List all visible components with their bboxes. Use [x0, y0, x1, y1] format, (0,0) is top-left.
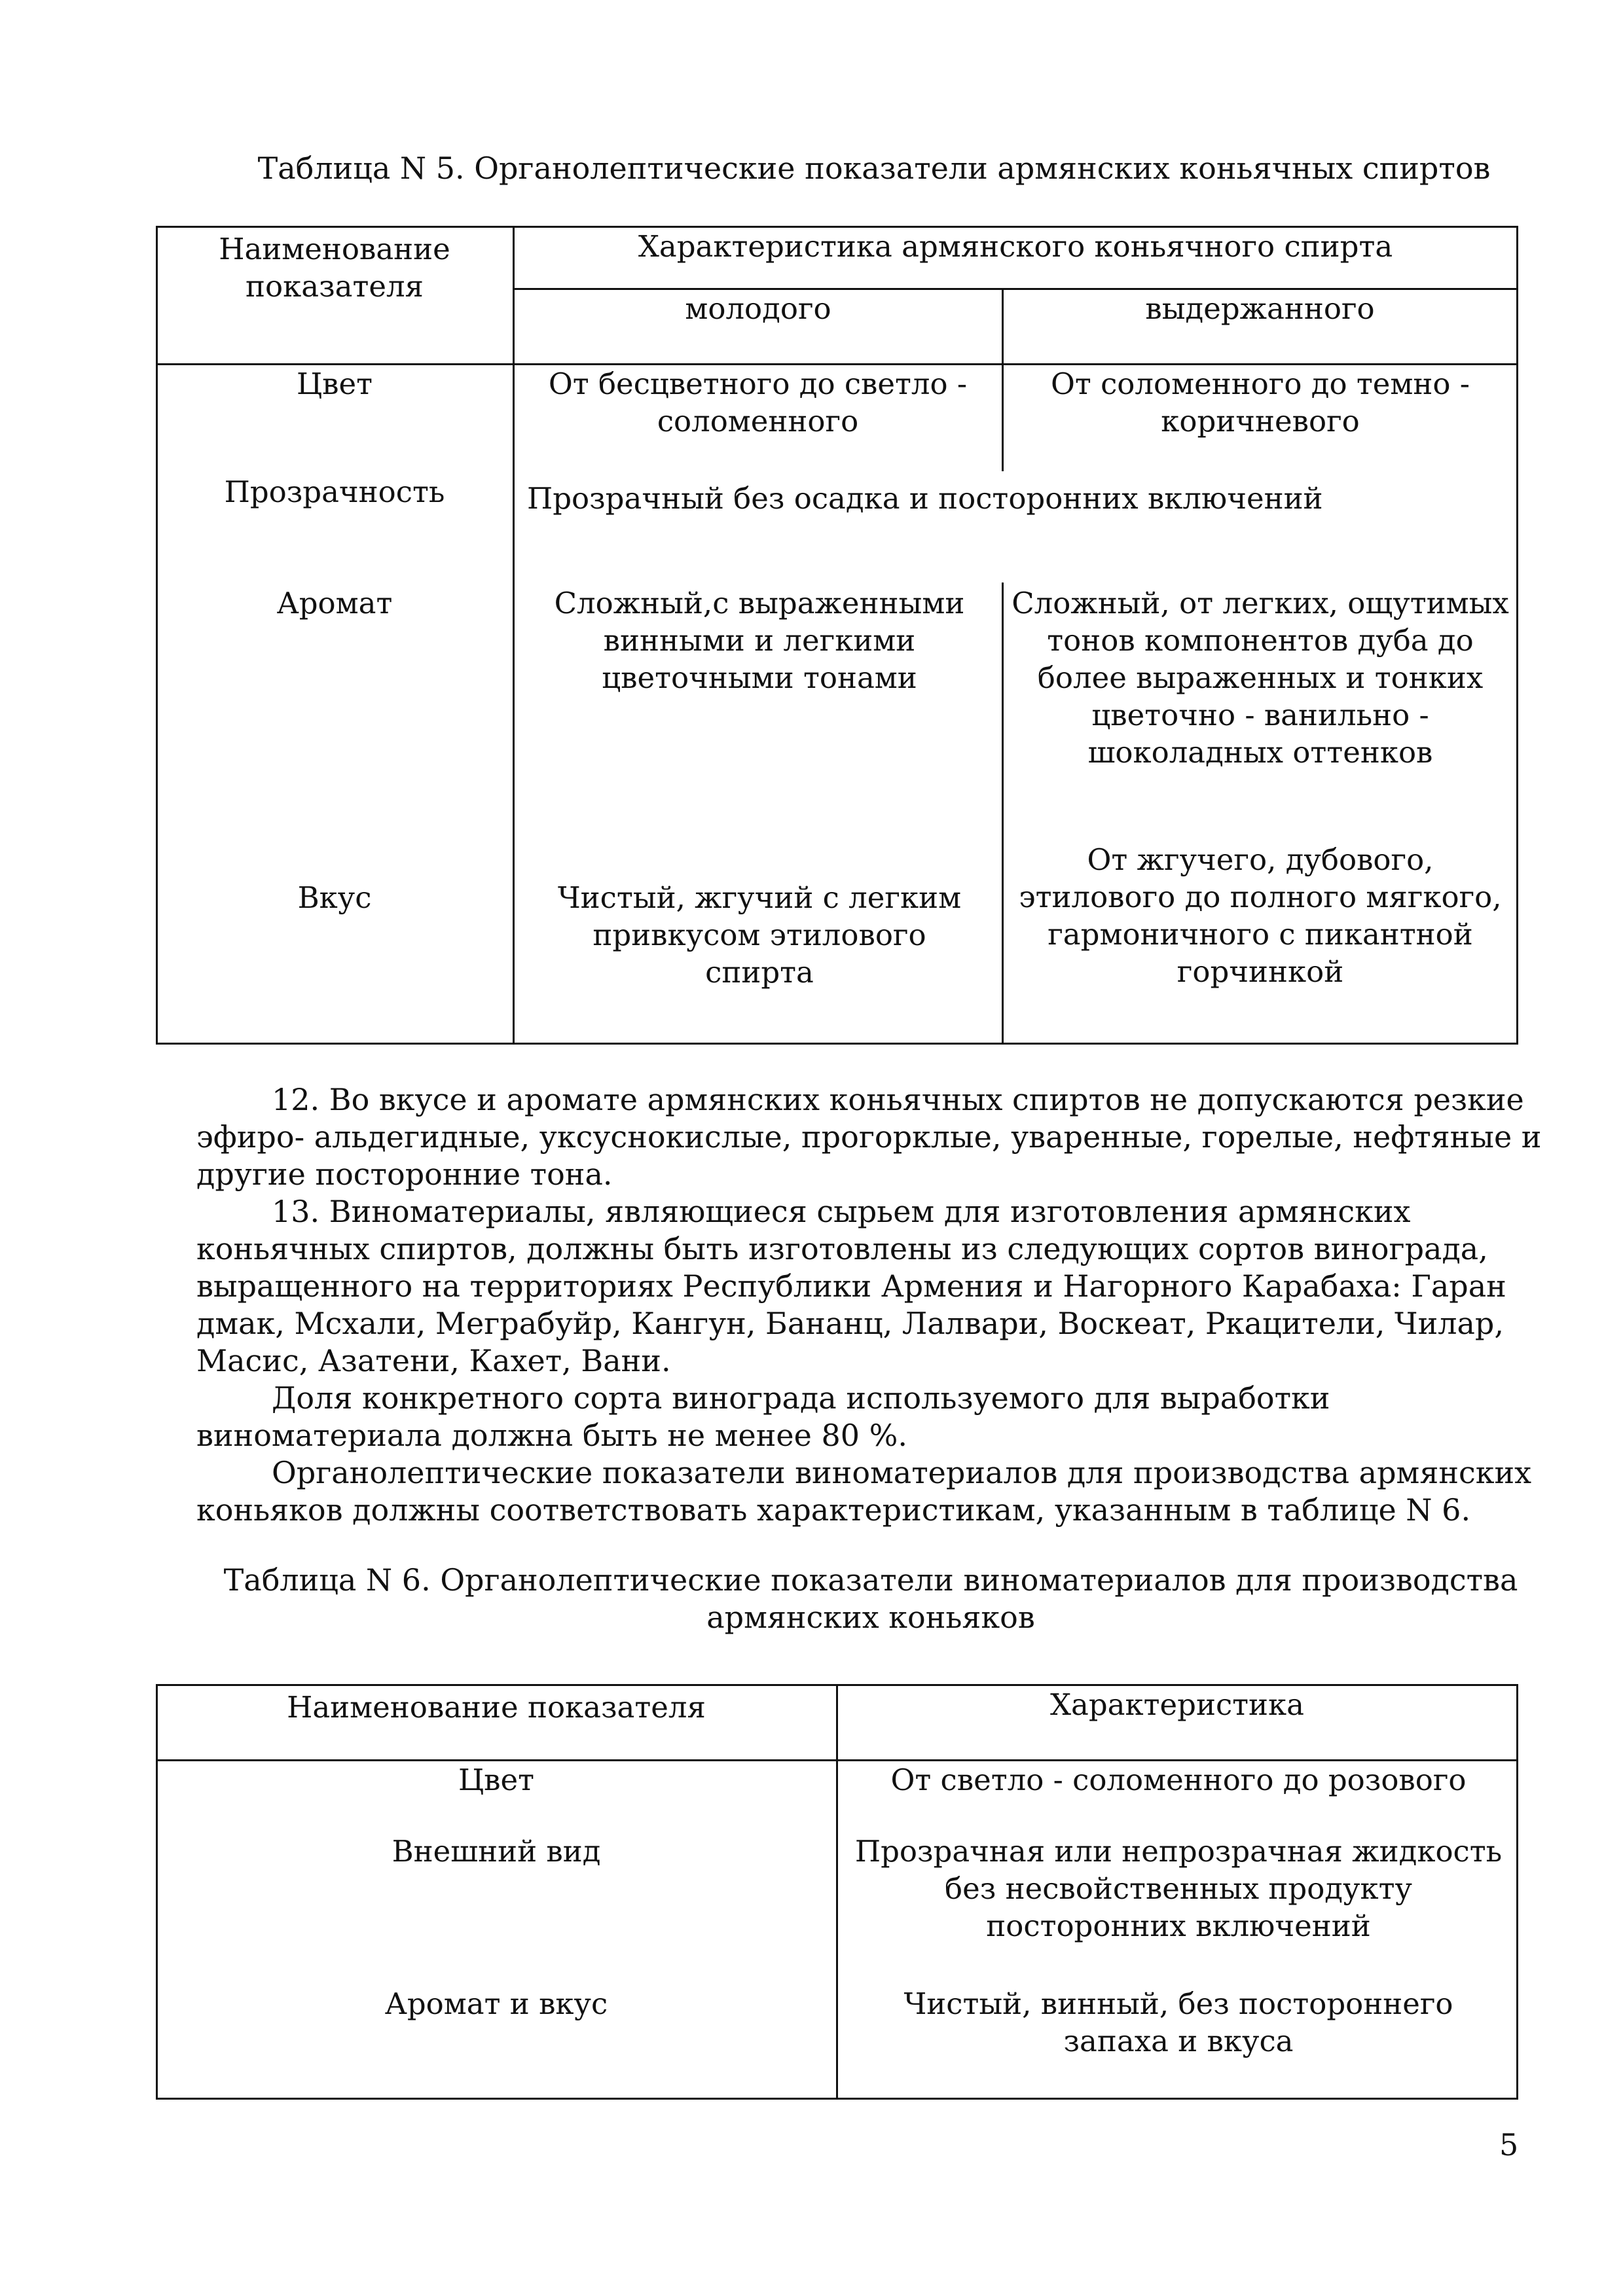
- table5-row-clarity-value: Прозрачный без осадка и посторонних включений: [527, 481, 1323, 516]
- table5-row-aroma-name: Аромат: [276, 586, 393, 620]
- body-text: [196, 1081, 1545, 1529]
- paragraph-13: 13. Виноматериалы, являющиеся сырьем для изготовления армянских коньячных спиртов, должны быть изготовлены из следующих сортов винограда, выращенного на территориях Республики Армения и Нагорного Карабаха: Гаран дмак, Мсхали, Меграбуйр, Кангун, Бананц, Лалвари, Воскеат, Ркацители, Чилар, Масис, Азатени, Кахет, Вани.: [196, 1194, 1506, 1378]
- table6-row-color-name: Цвет: [458, 1763, 535, 1797]
- table6-header-characteristic: Характеристика: [1050, 1687, 1304, 1722]
- paragraph-table6-ref: Органолептические показатели виноматериалов для производства армянских коньяков должны соответствовать характеристикам, указанным в таблице N 6.: [196, 1455, 1532, 1528]
- table6-row-aroma-taste-name: Аромат и вкус: [384, 1986, 608, 2021]
- table5-row-taste-young: Чистый, жгучий с легким привкусом этилового спирта: [557, 880, 962, 990]
- table6-row-appearance-value: Прозрачная или непрозрачная жидкость без несвойственных продукту посторонних включений: [854, 1834, 1503, 1943]
- table6-row-aroma-taste-value: Чистый, винный, без постороннего запаха и вкуса: [903, 1986, 1453, 2058]
- table5-row-color-young: От бесцветного до светло - соломенного: [548, 367, 968, 439]
- table6-header-name: Наименование показателя: [287, 1690, 706, 1725]
- table5-row-color-aged: От соломенного до темно - коричневого: [1051, 367, 1470, 439]
- table5-header-aged: выдержанного: [1145, 291, 1375, 326]
- table5-row-taste-aged: От жгучего, дубового, этилового до полного мягкого, гармоничного с пикантной горчинкой: [1019, 842, 1502, 989]
- table6-row-appearance-name: Внешний вид: [392, 1834, 601, 1869]
- table5-header-name: Наименование показателя: [219, 232, 450, 304]
- table5-row-aroma-aged: Сложный, от легких, ощутимых тонов компонентов дуба до более выраженных и тонких цветочно - ванильно - шоколадных оттенков: [1012, 586, 1509, 770]
- table6-row-color-value: От светло - соломенного до розового: [890, 1763, 1467, 1797]
- table5-caption: Таблица N 5. Органолептические показатели армянских коньячных спиртов: [257, 151, 1491, 186]
- table6-caption: Таблица N 6. Органолептические показатели виноматериалов для производства армянских коньяков: [223, 1562, 1518, 1635]
- table5-row-aroma-young: Сложный,с выраженными винными и легкими цветочными тонами: [554, 586, 965, 695]
- paragraph-12: 12. Во вкусе и аромате армянских коньячных спиртов не допускаются резкие эфиро- альдегидные, уксуснокислые, прогорклые, уваренные, горелые, нефтяные и другие посторонние тона.: [196, 1082, 1542, 1192]
- table5-row-color-name: Цвет: [296, 367, 373, 401]
- table5-header-characteristic: Характеристика армянского коньячного спирта: [638, 229, 1393, 264]
- table5-header-young: молодого: [685, 291, 831, 326]
- paragraph-grape-share: Доля конкретного сорта винограда используемого для выработки виноматериала должна быть не менее 80 %.: [196, 1380, 1330, 1453]
- page-number: 5: [1499, 2127, 1519, 2162]
- table5-row-taste-name: Вкус: [297, 880, 372, 915]
- table5-row-clarity-name: Прозрачность: [224, 475, 445, 509]
